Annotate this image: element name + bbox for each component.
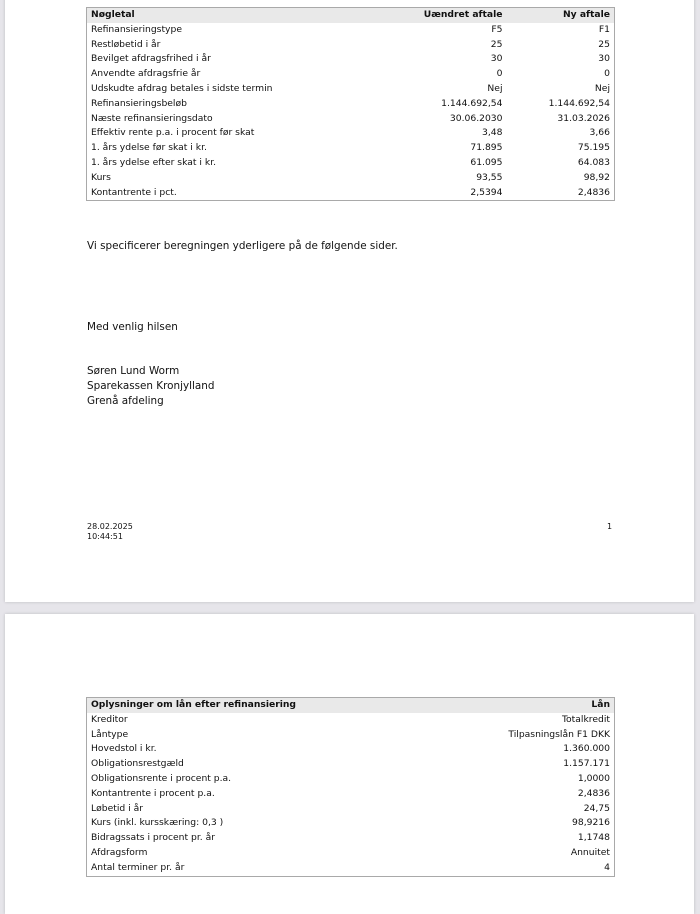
table-row xyxy=(87,141,615,156)
row-value: 1.144.692,54 xyxy=(441,97,503,109)
row-value: 64.083 xyxy=(577,156,610,168)
row-label: Anvendte afdragsfrie år xyxy=(91,68,201,80)
table-row xyxy=(87,757,615,772)
row-label: Obligationsrestgæld xyxy=(91,758,184,770)
row-value: 3,66 xyxy=(589,127,610,139)
row-value: 0 xyxy=(496,68,503,80)
table-row xyxy=(87,742,615,757)
row-value: Annuitet xyxy=(570,846,610,858)
row-label: Afdragsform xyxy=(91,846,148,858)
document-page-1 xyxy=(5,0,694,602)
row-label: Kurs (inkl. kursskæring: 0,3 ) xyxy=(91,817,224,829)
row-label: Effektiv rente p.a. i procent før skat xyxy=(91,127,255,139)
row-value: Nej xyxy=(594,82,610,94)
row-label: Løbetid i år xyxy=(91,802,144,814)
row-value: Nej xyxy=(487,82,503,94)
row-value: 1,0000 xyxy=(577,772,610,784)
row-value: 98,92 xyxy=(583,171,610,183)
column-header-new-agreement: Ny aftale xyxy=(562,9,610,20)
row-label: Hovedstol i kr. xyxy=(91,743,157,755)
row-value: 30 xyxy=(490,53,503,65)
row-label: Restløbetid i år xyxy=(91,38,161,50)
row-label: Næste refinansieringsdato xyxy=(91,112,213,124)
column-header-loan: Lån xyxy=(591,699,610,710)
table-row xyxy=(87,171,615,186)
row-label: Bevilget afdragsfrihed i år xyxy=(91,53,211,65)
row-value: 24,75 xyxy=(583,802,610,814)
intro-text: Vi specificerer beregningen yderligere på de følgende sider. xyxy=(87,240,398,252)
footer-time: 10:44:51 xyxy=(87,532,123,541)
signature-block xyxy=(87,364,214,409)
row-label: Refinansieringsbeløb xyxy=(91,97,187,109)
table-row xyxy=(87,831,615,846)
table-row xyxy=(87,156,615,171)
row-value: 93,55 xyxy=(476,171,503,183)
row-value: 25 xyxy=(490,38,503,50)
table-row xyxy=(87,23,615,38)
table-row xyxy=(87,38,615,53)
row-value: F1 xyxy=(598,23,610,35)
row-label: Låntype xyxy=(91,728,129,740)
row-label: Kreditor xyxy=(91,713,128,725)
row-label: 1. års ydelse efter skat i kr. xyxy=(91,156,217,168)
row-label: Kurs xyxy=(91,171,111,183)
row-value: 2,5394 xyxy=(470,186,503,198)
table-row xyxy=(87,816,615,831)
signature-name: Søren Lund Worm xyxy=(87,365,180,377)
row-value: 31.03.2026 xyxy=(557,112,610,124)
row-value: 71.895 xyxy=(470,142,503,154)
row-value: 1.157.171 xyxy=(563,758,610,770)
row-value: Tilpasningslån F1 DKK xyxy=(508,728,610,740)
row-label: Udskudte afdrag betales i sidste termin xyxy=(91,82,273,94)
row-value: Totalkredit xyxy=(562,713,610,725)
footer-date: 28.02.2025 xyxy=(87,522,133,531)
table-row xyxy=(87,787,615,802)
table-row xyxy=(87,861,615,876)
row-value: 75.195 xyxy=(577,142,610,154)
row-value: 2,4836 xyxy=(577,186,610,198)
row-value: 3,48 xyxy=(482,127,503,139)
greeting-text: Med venlig hilsen xyxy=(87,321,178,333)
column-header-unchanged-agreement: Uændret aftale xyxy=(423,9,503,20)
row-label: Obligationsrente i procent p.a. xyxy=(91,772,232,784)
row-value: 30.06.2030 xyxy=(449,112,503,124)
column-header-key-figure: Nøgletal xyxy=(91,9,135,20)
table-row xyxy=(87,713,615,728)
row-value: 4 xyxy=(604,861,610,873)
table-row xyxy=(87,97,615,112)
key-figures-table xyxy=(86,7,615,201)
row-label: Kontantrente i procent p.a. xyxy=(91,787,215,799)
row-value: 0 xyxy=(604,68,610,80)
table-row xyxy=(87,112,615,127)
row-label: Bidragssats i procent pr. år xyxy=(91,832,216,844)
row-label: Antal terminer pr. år xyxy=(91,861,185,873)
row-value: 61.095 xyxy=(470,156,503,168)
row-label: Refinansieringstype xyxy=(91,23,182,35)
column-header-loan-info: Oplysninger om lån efter refinansiering xyxy=(91,699,297,710)
row-value: 1,1748 xyxy=(577,832,610,844)
table-header-row xyxy=(87,698,615,713)
row-value: 98,9216 xyxy=(572,817,610,829)
row-label: 1. års ydelse før skat i kr. xyxy=(91,142,207,154)
table-row xyxy=(87,52,615,67)
row-value: 25 xyxy=(598,38,610,50)
table-row xyxy=(87,772,615,787)
table-row xyxy=(87,846,615,861)
row-value: 2,4836 xyxy=(577,787,610,799)
row-value: 1.144.692,54 xyxy=(548,97,610,109)
table-row xyxy=(87,82,615,97)
signature-branch: Grenå afdeling xyxy=(87,395,164,407)
row-value: F5 xyxy=(491,23,503,35)
footer-timestamp xyxy=(87,522,133,542)
table-header-row xyxy=(87,8,615,23)
table-row xyxy=(87,186,615,201)
footer-page-number: 1 xyxy=(607,522,613,531)
loan-info-table xyxy=(86,697,615,877)
table-row xyxy=(87,126,615,141)
signature-company: Sparekassen Kronjylland xyxy=(87,380,215,392)
row-label: Kontantrente i pct. xyxy=(91,186,177,198)
row-value: 30 xyxy=(598,53,610,65)
table-row xyxy=(87,728,615,743)
table-row xyxy=(87,67,615,82)
document-page-2 xyxy=(5,614,694,914)
row-value: 1.360.000 xyxy=(563,743,610,755)
table-row xyxy=(87,802,615,817)
